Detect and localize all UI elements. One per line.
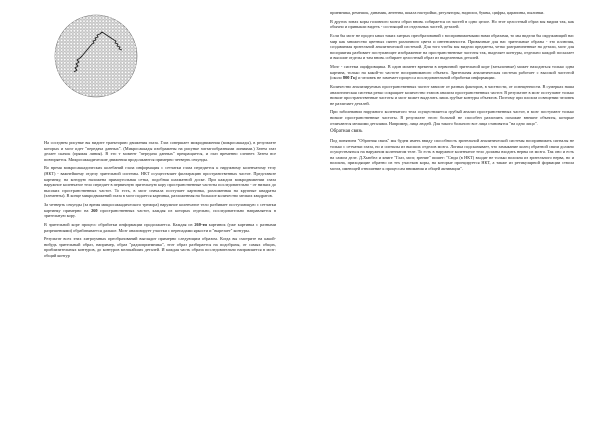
paragraph: Если бы мозг не продел ывал таких хитрых преобразований с воспринимаемыми нами образами, то мы видели бы окружающий нас мир как множество цветных пятен различного цвета и интенсивности. Привычные для нас зрительные образы - это иллюзия, создаваемая зрительной аналитической системой. Для того чтобы мы видели предметы, четко разграниченные на детали, мозг для восприятия разбивает поступающее изображение на пространственные частоты так, выделяет контуры, отдельно каждой посылает и высшие отделы и там вновь собирает целостный образ из выделенных деталей. xyxy=(330,32,574,61)
paragraph: приемника, ремешок, динамик, антенна, шкала настройки, регуляторы, надписи, буквы, цифры, царапины, пылинки. xyxy=(330,10,545,15)
paragraph: Во время микросаккадических колебаний глаза информация с сетчатки глаза передается к наружному коленчатому телу (НКТ) - важнейшему отделу зрительной системы. НКТ осуществляет фильтрацию пространственных частот. Представьте картинку, на которую наложена прямоугольная сетка, подобная шахматной доске. При каждом микродвижении глаза наружное коленчатое тело передает в первичную зрительную кору пространственные частоты последовательно - от низких до высоких пространственных частот. То есть, в мозг сначала поступает картинка, разложенная на крупные квадраты (элементы). В конце микродвижений глаза в мозг подается картинка, разложенная на большое количество мелких квадратов. xyxy=(44,165,276,199)
paragraph: Количество анализируемых пространственных частот зависит от разных факторов, в частности, от освещенности. В сумерках наша аналитическая система резко сокращает количество этапов анализа пространственных частот. В результате в мозг поступают только низкие пространственные частоты и мозг может выделить лишь грубые контуры объектов. Поэтому при плохом освещении человек не различает деталей. xyxy=(330,83,574,106)
paragraph: В зрительной коре процесс обработки информации продолжается. Каждая из 260-ти картинок (уже картинка с разными разрешениями) обрабатывается дальше. Мозг анализирует участки с перепадами яркости и "вырезает" контуры. xyxy=(44,222,276,233)
paragraph: Результат всех этих хитроумных преобразований выглядит примерно следующим образом. Когда вы смотрите на какой-нибудь зрительный образ, например, образ "радиоприемника", этот образ разбирается на подобразы, от самых общих, приблизительных контуров, до контуров мельчайших деталей. И каждая часть образа последовательно направляется в мозг: общий контур xyxy=(44,236,276,259)
section-heading: Обратная связь xyxy=(330,129,363,135)
paragraph: На соседнем рисунке вы видите траекторию движения глаза. Глаз совершает микродвижения (микросаккады), в результате которых и мозг идет "передача данных". (Микросаккады изображены на рисунке зигзагообразными линиями.) Затем глаз делает скачок (прямая линия). В это т момент "передача данных" прекращается, и глаз временно слепнет. Затем все повторяется. Микросаккадические движения продолжаются примерно четверть секунды. xyxy=(44,140,276,162)
left-column xyxy=(44,140,276,262)
paragraph: Мозг - система оцифровщика. В один момент времени в первичной зрительной коре (затылочные) может находиться только одна картина, только на какой-то частоте восприниманого объекта. Зрительная аналитическая система работает с высокой частотой (около 800 Гц) и человек не замечает процесса последовательной обработки информации. xyxy=(330,64,574,81)
paragraph: Под понятием "Обратная связь" мы будем иметь ввиду способность зрительной аналитической системы воспринимать сигналы не только с сетчатки глаза, но и сигналы из высших отделов мозга. Логика подсказывает, что замыкание колец обратной связи должно осуществляться на наружном коленчатом теле. То есть в наружное коленчатое тело должны входить нервы из мозга. Так оно и есть на самом деле. Д.Хьюбел и книге "Глаз, мозг, зрение" пишет: "Сюда (в НКТ) входят не только волокна из зрительного нерва, но и волокна, приходящие обратно из тех участков коры, на которые проецируется НКТ, а также из ретикулярной формации ствола мозга, имеющей отношение к процессам внимания и общей активации". xyxy=(330,137,574,171)
eye-movement-figure xyxy=(44,10,140,100)
paragraph: При заболевании наружного коленчатого тела осуществляется грубый анализ пространственных частот, в мозг поступают только низкие пространственные частоты. В результате этого больной не способен различить похожие внешне объекты, которые отличаются мелкими деталями. Например, лица людей. Для такого больного все лица становятся "на одно лицо". xyxy=(330,109,574,126)
paragraph: В других зонах коры головного мозга образ вновь собирается из частей в одно целое. Но этот целостный образ мы видим так, как обычно и привыкли видеть - состоящий из отдельных частей, деталей. xyxy=(330,18,574,30)
paragraph: За четверть секунды (за время микросаккадического тремора) наружное коленчатое тело разбивает поступающую с сетчатки картинку примерно на 260 пространственных частот, каждая из которых отдельно, последовательно направляется в зрительную кору. xyxy=(44,202,276,219)
right-column xyxy=(330,10,574,175)
